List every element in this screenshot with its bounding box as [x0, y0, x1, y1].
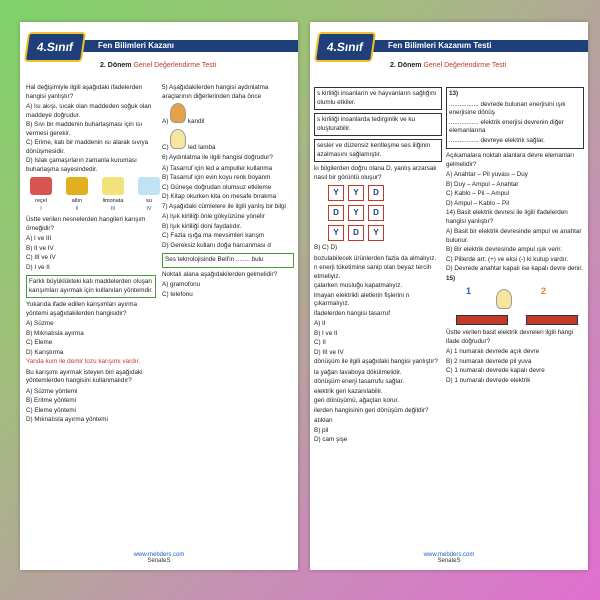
mid-option-d: D) III ve IV [314, 348, 344, 356]
recycling-line-4: geri dönüşümü, ağaçları korur. [314, 397, 400, 404]
roman-4: IV [146, 205, 152, 212]
header-band: Fen Bilimleri Kazanı [70, 40, 298, 52]
question-13-number: 13) [449, 90, 459, 97]
q4-option-b: B) Eritme yöntemi [26, 397, 77, 405]
q8-box: Ses teknolojisinde Bell'in ........ bulu [162, 253, 294, 268]
left-column-2 [162, 84, 294, 300]
q5-label-a: kandil [187, 118, 205, 125]
circuit-number-2: 2 [541, 286, 547, 296]
recycling-question: dönüşüm ile ilgili aşağıdaki hangisi yanlıştır? [314, 358, 438, 365]
q8-option-c: C) telefonu [162, 290, 193, 298]
q13-option-c: C) Kablo – Pil – Ampul [446, 190, 509, 197]
footer-url[interactable]: www.mebders.com [133, 552, 185, 558]
q1-option-c: C) Erime, katı bir maddenin ısı alarak sıvıya dönüşmesidir. [26, 139, 149, 155]
q1-option-a: A) Isı akışı, sıcak olan maddeden soğuk olan maddeye doğrudur. [26, 103, 152, 119]
question-3: Yukarıda ifade edilen karışımları ayırma yöntemi aşağıdakilerden hangisidir? [26, 301, 137, 317]
recycling-option-b: B) pil [314, 426, 329, 434]
label-jam: reçel [35, 198, 47, 205]
grade-badge: 4.Sınıf [314, 32, 376, 62]
q1-option-b: B) Sıvı bir maddenin buharlaşması için ısı vermesi gerekir. [26, 121, 143, 137]
q6-option-a: A) Tasarruf için led a ampuller kullanma [162, 164, 273, 172]
q3-option-c: C) Eleme [26, 339, 53, 347]
statement-2: s kirliliği insanlarda tedirginlik ve ku oluşturabilir. [314, 113, 442, 136]
subtitle [100, 62, 216, 69]
q2-option-b: B) II ve IV [26, 244, 54, 252]
q7-option-b: B) Işık kirliliği doni faydalıdır. [162, 222, 242, 230]
q5-label-c: led lamba [188, 143, 216, 151]
mixture-note: Yanda kum ile demir tozu karışımı vardır. [26, 358, 140, 366]
left-worksheet-page [20, 22, 298, 570]
q13-option-b: B) Duy – Ampul – Anahtar [446, 180, 519, 188]
subtitle-term: 2. Dönem [390, 62, 422, 69]
question-15: Üstte verilen basit elektrik devreleri ilgili hangi ifade doğrudur? [446, 329, 574, 345]
q15-option-d: D) 1 numaralı devrede elektrik [446, 376, 531, 384]
q14-option-b: B) Bir elektrik devresinde ampul ışık verir. [446, 246, 562, 253]
q2-option-a: A) I ve III [26, 235, 52, 243]
q7-option-a: A) Işık kirliliği önle gökyüzüne yönelir [162, 213, 265, 220]
question-4: Bu karışımı ayırmak isteyen biri aşağıdaki yöntemlerden hangisini kullanmalıdır? [26, 368, 143, 385]
footer-author: SenateS [147, 558, 171, 564]
header-band: Fen Bilimleri Kazanım Testi [360, 40, 588, 52]
question-13-box [446, 87, 584, 149]
q5-option-c: C) led lamba [162, 129, 294, 153]
footer-author: SenateS [437, 558, 461, 564]
grid-question: kı bilgilerden doğru olana D, yanlış arzarsak nasıl bir görüntü oluşur? [314, 165, 437, 181]
statement-3: sesler ve düzensiz kentleşme ses iliğinin azalmasını sağlamıştır. [314, 139, 442, 162]
label-gold: altın [71, 198, 83, 205]
q15-option-c: C) 1 numaralı devrede kapalı devre [446, 367, 545, 374]
right-worksheet-page [310, 22, 588, 570]
recycling-line-1: la yağan lavaboya dökülmelidir. [314, 368, 402, 376]
label-lemonade: limonata [102, 198, 124, 205]
q13-line-1: ................. devrede bulunan enerjisini ışık enerjisine dönüş [449, 100, 566, 116]
grid-cell: Y [328, 225, 344, 241]
grid-cell: D [368, 205, 384, 221]
roman-1: I [40, 205, 42, 212]
subtitle-test: Genel Değerlendirme Testi [133, 62, 217, 69]
answer-grid [328, 185, 442, 241]
grid-label-d: D) [330, 244, 338, 251]
circuit-number-1: 1 [466, 286, 472, 296]
question-14: 14) Basit elektrik devresi ile ilgili ifadelerden hangisi yanlıştır? [446, 209, 568, 225]
subtitle-test: Genel Değerlendirme Testi [423, 62, 507, 69]
q13-option-d: D) Ampul – Kablo – Pil [446, 199, 509, 207]
mid-line-2: n enerji tüketimine sanip olan beyaz tercih etmeliyiz. [314, 264, 432, 280]
question-13: Açıkamalara noktalı alanlara devre elemanları gelmelidir? [446, 152, 575, 168]
q3-option-a: A) Süzme [26, 320, 54, 328]
grid-label-c: C) [322, 244, 329, 251]
subtitle [390, 62, 506, 69]
q5-option-a: A) kandil [162, 103, 294, 127]
grid-cell: D [348, 225, 364, 241]
battery-icon [456, 315, 508, 325]
q6-option-c: C) Güneşe doğrudan olumsuz etkileme [162, 183, 272, 191]
jam-icon [26, 177, 56, 213]
grid-option-labels [314, 244, 442, 253]
mid-option-b: B) I ve II [314, 329, 338, 337]
statement-1: s kirliliği insanların ve hayvanların sağlığını olumlu etkiler. [314, 87, 442, 110]
mid-line-1: bozulabilecek ürünlerden fazla da almalıyız. [314, 254, 437, 262]
question-5: 5) Aşağıdakilerden hangisi aydınlatma araçlarının diğerlerinden daha önce [162, 84, 269, 100]
right-column-2 [446, 84, 584, 386]
q4-option-d: D) Mıknatısla ayırma yöntemi [26, 416, 108, 424]
lemonade-icon [98, 177, 128, 213]
object-icons [26, 177, 156, 213]
q7-option-d: D) Gereksiz kullanı doğa harcanması d [162, 241, 271, 249]
q14-option-c: C) Pillerde art: (+) ve eksi (-) ki kutup vardır. [446, 255, 568, 263]
footer [310, 552, 588, 564]
footer [20, 552, 298, 564]
left-column-1 [26, 84, 156, 426]
q13-line-3: ................. devreye elektrik sağlar. [449, 136, 545, 144]
roman-2: II [75, 205, 79, 212]
q14-option-a: A) Basit bir elektrik devresinde ampul ve anahtar bulunur. [446, 228, 582, 244]
grid-cell: D [368, 185, 384, 201]
q4-option-c: C) Eleme yöntemi [26, 406, 77, 414]
q2-option-d: D) I ve II [26, 263, 50, 271]
led-bulb-icon [170, 129, 186, 149]
label-water: su [146, 198, 152, 205]
mid-option-c: C) II [314, 339, 326, 346]
recycling-line-3: elektrik geri kazanılabilir. [314, 387, 383, 395]
grid-cell: Y [328, 185, 344, 201]
definition-box: Farklı büyüklükteki katı maddelerden oluşan karışımları ayırmak için kullanılan yöntemdir. [26, 275, 156, 298]
mid-option-a: A) II [314, 320, 326, 327]
bulb-icon [496, 289, 512, 309]
recycling-line-2: dönüşüm enerji tasarrufu sağlar. [314, 378, 404, 385]
q1-option-d: D) Islak çamaşırların zamanla kuruması buharlaşma sayesindedir. [26, 157, 137, 173]
q3-option-b: B) Mıknatısla ayırma [26, 329, 84, 337]
q14-option-d: D) Devrede anahtar kapalı ise kapalı devre denir. [446, 265, 583, 272]
question-6: 6) Aydınlatma ile ilgili hangisi doğrudur? [162, 154, 273, 161]
subtitle-term: 2. Dönem [100, 62, 132, 69]
q7-option-c: C) Fazla ışığa ma mevsimleri karışm [162, 232, 265, 239]
roman-3: III [110, 205, 116, 212]
q15-option-b: B) 2 numaralı devrede pil yuva [446, 357, 532, 365]
question-15-number: 15) [446, 274, 456, 282]
grid-cell: Y [368, 225, 384, 241]
q13-option-a: A) Anahtar – Pil yuvası – Duy [446, 171, 528, 178]
right-column-1 [314, 84, 442, 446]
footer-url[interactable]: www.mebders.com [423, 552, 475, 558]
battery-icon [526, 315, 578, 325]
q8-option-a: A) gramofonu [162, 281, 201, 288]
q2-option-c: C) III ve IV [26, 254, 56, 262]
grid-cell: Y [348, 205, 364, 221]
grade-badge: 4.Sınıf [24, 32, 86, 62]
question-2: Üstte verilen nesnelerden hangileri karışım örneğidir? [26, 216, 146, 232]
question-7: 7) Aşağıdaki cümlelere ile ilgili yanlış bir bilgi [162, 202, 286, 210]
q6-option-d: D) Kitap okurken kita on mesafe bırakma [162, 193, 277, 200]
recycling-word-a: atıklan [314, 417, 333, 424]
question-8: Noktalı alana aşağıdakilerden gelmelidir? [162, 270, 278, 278]
grid-cell: Y [348, 185, 364, 201]
oil-lamp-icon [170, 103, 186, 123]
q13-line-2: ................. elektrik enerjisi devrenin diğer elemanlarına [449, 118, 564, 134]
q15-option-a: A) 1 numaralı devrede açık devre [446, 348, 540, 355]
question-1: Hal değişimiyle ilgili aşağıdaki ifadelerden hangisi yanlıştır? [26, 84, 143, 100]
mid-line-4: lmayan elektrikli aletlerin fişlerini n çıkarmalıyız. [314, 291, 410, 307]
recycling-question-2: ilerden hangisinin geri dönüşüm değildir? [314, 406, 429, 414]
circuit-diagram [446, 285, 584, 329]
q3-option-d: D) Karıştırma [26, 348, 64, 356]
q6-option-b: B) Tasarruf için evin koyu renk boyanm [162, 174, 271, 181]
gold-icon [62, 177, 92, 213]
mid-line-3: çalarken musluğu kapatmalıyız. [314, 282, 403, 289]
water-icon [134, 177, 164, 213]
grid-label-b: B) [314, 244, 321, 251]
grid-cell: D [328, 205, 344, 221]
mid-question: ifadelerden hangisi tasarruf [314, 309, 390, 317]
recycling-option-d: D) cam şişe [314, 436, 348, 443]
q4-option-a: A) Süzme yöntemi [26, 387, 78, 395]
